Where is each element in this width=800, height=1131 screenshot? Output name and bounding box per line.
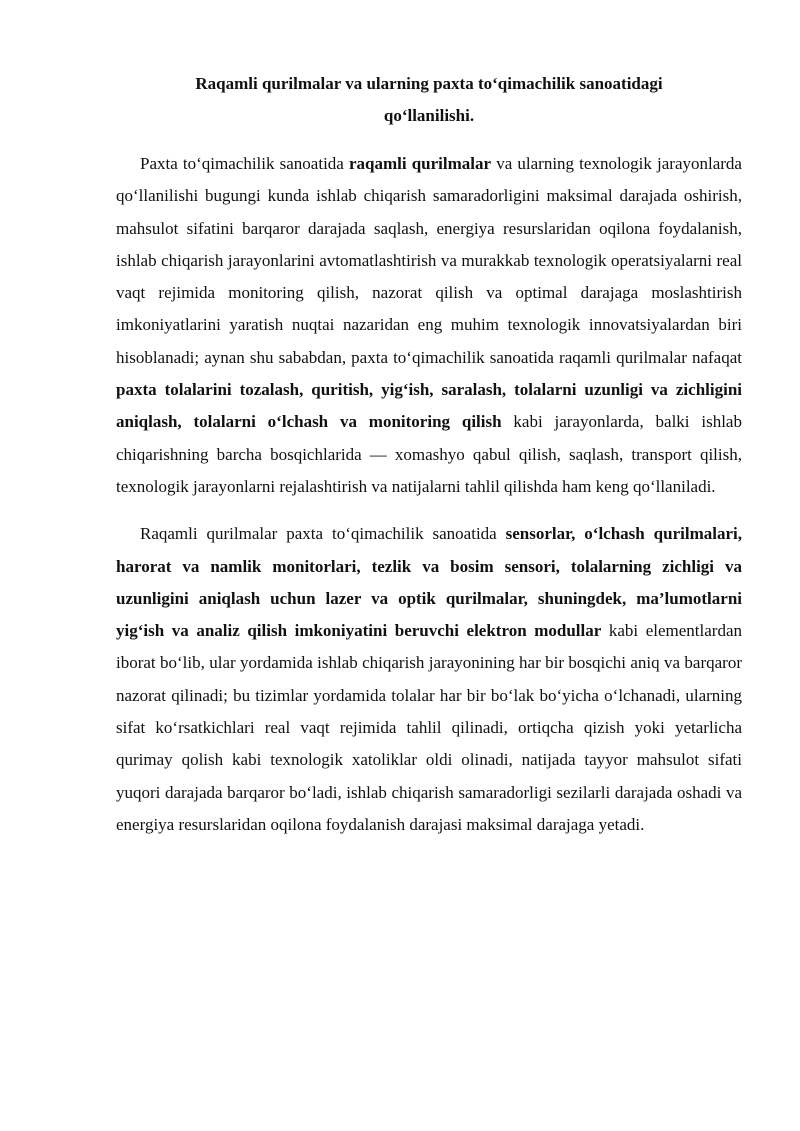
paragraph-1-text-2: va ularning texnologik jarayonlarda qo‘llanilishi bugungi kunda ishlab chiqarish samaradorligini maksimal darajada oshirish, mahsulot sifatini barqaror darajada saqlash, energiya resurslaridan oqilona foydalanish, ishlab chiqarish jarayonlarini avtomatlashtirish va murakkab texnologik operatsiyalarni real vaqt rejimida monitoring qilish, nazorat qilish va optimal darajaga moslashtirish imkoniyatlarini yaratish nuqtai nazaridan eng muhim texnologik innovatsiyalardan biri hisoblanadi; aynan shu sababdan, paxta to‘qimachilik sanoatida raqamli qurilmalar nafaqat (116, 154, 742, 367)
paragraph-1 (116, 148, 742, 503)
paragraph-2-text-2: kabi elementlardan iborat bo‘lib, ular yordamida ishlab chiqarish jarayonining har bir bosqichi aniq va barqaror nazorat qilinadi; bu tizimlar yordamida tolalar har bir bo‘lak bo‘yicha o‘lchanadi, ularning sifat ko‘rsatkichlari real vaqt rejimida tahlil qilinadi, ortiqcha qizish yoki yetarlicha qurimay qolish kabi texnologik xatoliklar oldi olinadi, natijada tayyor mahsulot sifati yuqori darajada barqaror bo‘ladi, ishlab chiqarish samaradorligi sezilarli darajada oshadi va energiya resurslaridan oqilona foydalanish darajasi maksimal darajaga yetadi. (116, 621, 742, 834)
paragraph-2-text-1: Raqamli qurilmalar paxta to‘qimachilik sanoatida (140, 524, 506, 544)
paragraph-1-bold-2: paxta tolalarini tozalash, quritish, yig‘ish, saralash, tolalarni uzunligi va zichligini aniqlash, tolalarni o‘lchash va monitoring qilish (116, 380, 742, 432)
paragraph-1-bold-1: raqamli qurilmalar (348, 154, 492, 173)
paragraph-2 (116, 518, 742, 841)
document-title (116, 68, 742, 132)
paragraph-1-text-3: kabi jarayonlarda, balki ishlab chiqarishning barcha bosqichlarida — xomashyo qabul qilish, saqlash, transport qilish, texnologik jarayonlarni rejalashtirish va natijalarni tahlil qilishda ham keng qo‘llaniladi. (116, 412, 742, 496)
title-line-1: Raqamli qurilmalar va ularning paxta to‘qimachilik sanoatidagi (195, 74, 663, 93)
paragraph-1-text-1: Paxta to‘qimachilik sanoatida (140, 154, 349, 173)
document-page (116, 68, 742, 841)
paragraph-2-bold-1: sensorlar, o‘lchash qurilmalari, harorat va namlik monitorlari, tezlik va bosim sensori, tolalarning zichligi va uzunligini aniqlash uchun lazer va optik qurilmalar, shuningdek, ma’lumotlarni yig‘ish va analiz qilish imkoniyatini beruvchi elektron modullar (116, 524, 742, 641)
title-line-2: qo‘llanilishi. (383, 106, 475, 125)
